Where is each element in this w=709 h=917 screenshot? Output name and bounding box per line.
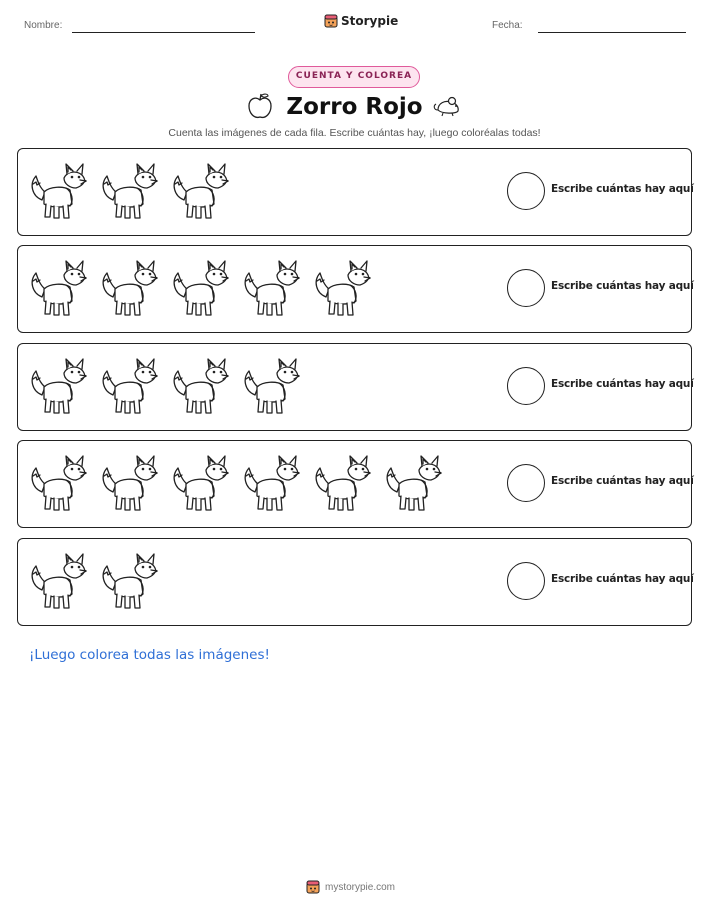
- count-row: [17, 148, 692, 236]
- storypie-logo-icon: [324, 14, 338, 28]
- fox-icon[interactable]: [99, 357, 159, 419]
- answer-label: Escribe cuántas hay aquí: [551, 378, 694, 390]
- fox-icon[interactable]: [28, 162, 88, 224]
- fox-group: [28, 254, 372, 326]
- answer-circle[interactable]: [507, 172, 545, 210]
- fox-group: [28, 449, 443, 521]
- count-row: [17, 343, 692, 431]
- fox-icon[interactable]: [383, 454, 443, 516]
- fox-icon[interactable]: [99, 259, 159, 321]
- footer: [306, 880, 395, 894]
- brand-logo: [324, 14, 398, 28]
- answer-circle[interactable]: [507, 367, 545, 405]
- answer-circle[interactable]: [507, 464, 545, 502]
- date-field[interactable]: [492, 20, 523, 31]
- count-row: [17, 440, 692, 528]
- name-line: [72, 32, 255, 33]
- answer-label: Escribe cuántas hay aquí: [551, 183, 694, 195]
- mouse-icon: [432, 94, 462, 118]
- answer-label: Escribe cuántas hay aquí: [551, 475, 694, 487]
- fox-icon[interactable]: [241, 454, 301, 516]
- date-label: Fecha:: [492, 20, 523, 31]
- answer-label: Escribe cuántas hay aquí: [551, 280, 694, 292]
- fox-icon[interactable]: [28, 259, 88, 321]
- fox-icon[interactable]: [170, 259, 230, 321]
- fox-icon[interactable]: [312, 259, 372, 321]
- fox-icon[interactable]: [28, 357, 88, 419]
- fox-icon[interactable]: [241, 259, 301, 321]
- answer-circle[interactable]: [507, 562, 545, 600]
- fox-icon[interactable]: [312, 454, 372, 516]
- name-label: Nombre:: [24, 20, 63, 31]
- fox-group: [28, 547, 159, 619]
- fox-icon[interactable]: [99, 162, 159, 224]
- fox-icon[interactable]: [241, 357, 301, 419]
- footer-note: ¡Luego colorea todas las imágenes!: [29, 647, 270, 663]
- footer-url: mystorypie.com: [325, 881, 396, 893]
- answer-circle[interactable]: [507, 269, 545, 307]
- instructions: Cuenta las imágenes de cada fila. Escribe cuántas hay, ¡luego coloréalas todas!: [168, 127, 541, 139]
- date-line: [538, 32, 686, 33]
- page-title: Zorro Rojo: [286, 94, 423, 120]
- title-row: [0, 90, 709, 124]
- count-row: [17, 245, 692, 333]
- fox-icon[interactable]: [28, 552, 88, 614]
- answer-label: Escribe cuántas hay aquí: [551, 573, 694, 585]
- storypie-footer-icon: [306, 880, 320, 894]
- count-row: [17, 538, 692, 626]
- fox-icon[interactable]: [170, 454, 230, 516]
- name-field[interactable]: [24, 20, 62, 31]
- fox-group: [28, 352, 301, 424]
- brand-name: Storypie: [341, 14, 399, 28]
- fox-group: [28, 157, 230, 229]
- fox-icon[interactable]: [99, 454, 159, 516]
- fox-icon[interactable]: [170, 357, 230, 419]
- fox-icon[interactable]: [99, 552, 159, 614]
- fox-icon[interactable]: [28, 454, 88, 516]
- activity-badge: CUENTA Y COLOREA: [288, 66, 420, 88]
- fox-icon[interactable]: [170, 162, 230, 224]
